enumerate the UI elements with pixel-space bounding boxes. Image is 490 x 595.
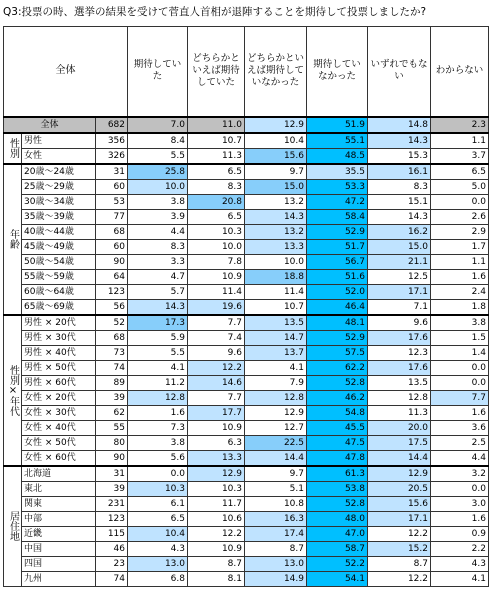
sample-size: 60: [96, 239, 128, 254]
percent-cell: 8.3: [368, 179, 431, 194]
percent-cell: 9.7: [245, 164, 307, 180]
percent-cell: 1.6: [431, 405, 489, 420]
table-row: [4, 194, 489, 209]
sample-size: 55: [96, 420, 128, 435]
percent-cell: 17.6: [368, 360, 431, 375]
percent-cell: 3.8: [128, 435, 188, 450]
percent-cell: 12.7: [245, 420, 307, 435]
sample-size: 53: [96, 194, 128, 209]
percent-cell: 12.8: [368, 390, 431, 405]
percent-cell: 10.9: [188, 541, 245, 556]
percent-cell: 17.7: [188, 405, 245, 420]
sample-size: 231: [96, 496, 128, 511]
percent-cell: 6.5: [431, 164, 489, 180]
sample-size: 23: [96, 556, 128, 571]
percent-cell: 1.6: [431, 269, 489, 284]
percent-cell: 4.7: [128, 269, 188, 284]
percent-cell: 13.2: [245, 224, 307, 239]
sample-size: 80: [96, 435, 128, 450]
percent-cell: 13.0: [245, 556, 307, 571]
table-row: [4, 556, 489, 571]
percent-cell: 1.1: [431, 133, 489, 149]
row-label: 30歳～34歳: [22, 194, 96, 209]
percent-cell: 52.9: [307, 330, 368, 345]
percent-cell: 0.0: [431, 481, 489, 496]
percent-cell: 2.3: [431, 117, 489, 133]
percent-cell: 47.5: [307, 435, 368, 450]
percent-cell: 6.5: [128, 511, 188, 526]
table-row: [4, 541, 489, 556]
percent-cell: 11.2: [128, 375, 188, 390]
percent-cell: 4.1: [245, 360, 307, 375]
table-row: [4, 360, 489, 375]
percent-cell: 11.0: [188, 117, 245, 133]
row-label: 65歳～69歳: [22, 299, 96, 315]
percent-cell: 10.9: [188, 420, 245, 435]
percent-cell: 13.5: [368, 375, 431, 390]
row-label: 45歳～49歳: [22, 239, 96, 254]
percent-cell: 1.8: [431, 299, 489, 315]
table-row: [4, 239, 489, 254]
percent-cell: 46.4: [307, 299, 368, 315]
group-label: 居住地: [4, 466, 22, 587]
percent-cell: 8.3: [128, 239, 188, 254]
percent-cell: 5.6: [128, 450, 188, 466]
sample-size: 90: [96, 254, 128, 269]
percent-cell: 3.3: [128, 254, 188, 269]
percent-cell: 12.5: [368, 269, 431, 284]
sample-size: 64: [96, 269, 128, 284]
percent-cell: 4.4: [431, 450, 489, 466]
row-label: 男性 × 60代: [22, 375, 96, 390]
percent-cell: 1.7: [431, 239, 489, 254]
percent-cell: 48.1: [307, 315, 368, 331]
percent-cell: 7.7: [188, 390, 245, 405]
percent-cell: 51.6: [307, 269, 368, 284]
percent-cell: 54.1: [307, 571, 368, 586]
percent-cell: 10.7: [188, 133, 245, 149]
row-label: 40歳～44歳: [22, 224, 96, 239]
percent-cell: 53.3: [307, 179, 368, 194]
percent-cell: 16.2: [368, 224, 431, 239]
percent-cell: 15.0: [245, 179, 307, 194]
percent-cell: 12.3: [368, 345, 431, 360]
percent-cell: 2.9: [431, 224, 489, 239]
table-row: [4, 450, 489, 466]
percent-cell: 15.2: [368, 541, 431, 556]
table-row: [4, 224, 489, 239]
percent-cell: 11.4: [245, 284, 307, 299]
column-header: どちらかといえば期待していた: [188, 27, 245, 117]
percent-cell: 62.2: [307, 360, 368, 375]
sample-size: 31: [96, 466, 128, 482]
row-label: 男性 × 50代: [22, 360, 96, 375]
table-row: [4, 390, 489, 405]
percent-cell: 9.6: [368, 315, 431, 331]
percent-cell: 14.3: [245, 209, 307, 224]
header-row: [4, 27, 489, 117]
percent-cell: 14.3: [128, 299, 188, 315]
column-header: どちらかといえば期待していなかった: [245, 27, 307, 117]
percent-cell: 3.6: [431, 420, 489, 435]
percent-cell: 15.6: [245, 148, 307, 164]
row-label: 北海道: [22, 466, 96, 482]
percent-cell: 16.1: [368, 164, 431, 180]
percent-cell: 22.5: [245, 435, 307, 450]
table-row: [4, 571, 489, 586]
table-row: [4, 254, 489, 269]
percent-cell: 10.9: [188, 269, 245, 284]
percent-cell: 14.4: [245, 450, 307, 466]
row-label: 全体: [4, 117, 96, 133]
row-label: 中部: [22, 511, 96, 526]
table-row: [4, 466, 489, 482]
percent-cell: 11.3: [368, 405, 431, 420]
percent-cell: 47.8: [307, 450, 368, 466]
percent-cell: 7.9: [245, 375, 307, 390]
sample-size: 60: [96, 179, 128, 194]
percent-cell: 1.4: [431, 345, 489, 360]
table-row: [4, 148, 489, 164]
table-row: [4, 330, 489, 345]
row-label: 女性 × 50代: [22, 435, 96, 450]
percent-cell: 0.0: [431, 360, 489, 375]
table-row: [4, 179, 489, 194]
percent-cell: 12.9: [245, 117, 307, 133]
percent-cell: 5.5: [128, 148, 188, 164]
column-header: 期待していなかった: [307, 27, 368, 117]
percent-cell: 10.0: [245, 254, 307, 269]
percent-cell: 12.2: [188, 360, 245, 375]
percent-cell: 5.1: [245, 481, 307, 496]
percent-cell: 1.6: [128, 405, 188, 420]
percent-cell: 53.8: [307, 481, 368, 496]
table-row: [4, 133, 489, 149]
percent-cell: 48.0: [307, 511, 368, 526]
percent-cell: 12.9: [245, 405, 307, 420]
percent-cell: 10.0: [188, 239, 245, 254]
percent-cell: 14.8: [368, 117, 431, 133]
percent-cell: 12.2: [368, 571, 431, 586]
percent-cell: 13.7: [245, 345, 307, 360]
percent-cell: 10.0: [128, 179, 188, 194]
percent-cell: 1.1: [431, 254, 489, 269]
percent-cell: 14.9: [245, 571, 307, 586]
table-row: [4, 299, 489, 315]
percent-cell: 15.6: [368, 496, 431, 511]
crosstab-table: [3, 26, 489, 587]
row-label: 近畿: [22, 526, 96, 541]
table-row: [4, 496, 489, 511]
sample-size: 68: [96, 224, 128, 239]
percent-cell: 17.1: [368, 511, 431, 526]
percent-cell: 57.5: [307, 345, 368, 360]
sample-size: 123: [96, 284, 128, 299]
percent-cell: 17.6: [368, 330, 431, 345]
table-row: [4, 420, 489, 435]
percent-cell: 18.8: [245, 269, 307, 284]
sample-size: 123: [96, 511, 128, 526]
percent-cell: 47.0: [307, 526, 368, 541]
percent-cell: 6.5: [188, 209, 245, 224]
percent-cell: 3.7: [431, 148, 489, 164]
percent-cell: 7.4: [188, 330, 245, 345]
question-text: Q3:投票の時、選挙の結果を受けて菅直人首相が退陣することを期待して投票しましたか?: [3, 6, 427, 18]
percent-cell: 11.3: [188, 148, 245, 164]
percent-cell: 5.7: [128, 284, 188, 299]
column-header: いずれでもない: [368, 27, 431, 117]
percent-cell: 14.3: [368, 209, 431, 224]
row-label: 20歳～24歳: [22, 164, 96, 180]
percent-cell: 61.3: [307, 466, 368, 482]
table-row: [4, 526, 489, 541]
table-row: [4, 284, 489, 299]
percent-cell: 6.3: [188, 435, 245, 450]
percent-cell: 17.1: [368, 284, 431, 299]
percent-cell: 17.4: [245, 526, 307, 541]
percent-cell: 8.3: [188, 179, 245, 194]
sample-size: 74: [96, 571, 128, 586]
row-label: 男性 × 20代: [22, 315, 96, 331]
row-label: 女性: [22, 148, 96, 164]
percent-cell: 14.7: [245, 330, 307, 345]
sample-size: 115: [96, 526, 128, 541]
percent-cell: 12.9: [368, 466, 431, 482]
row-label: 九州: [22, 571, 96, 586]
percent-cell: 52.2: [307, 556, 368, 571]
percent-cell: 45.5: [307, 420, 368, 435]
percent-cell: 13.3: [188, 450, 245, 466]
row-label: 60歳～64歳: [22, 284, 96, 299]
table-row: [4, 315, 489, 331]
sample-size: 73: [96, 345, 128, 360]
corner-header: 全体: [4, 27, 128, 117]
percent-cell: 10.7: [245, 299, 307, 315]
percent-cell: 4.1: [431, 571, 489, 586]
table-row: [4, 481, 489, 496]
row-label: 55歳～59歳: [22, 269, 96, 284]
percent-cell: 3.9: [128, 209, 188, 224]
percent-cell: 20.8: [188, 194, 245, 209]
sample-size: 39: [96, 481, 128, 496]
percent-cell: 15.0: [368, 239, 431, 254]
percent-cell: 51.7: [307, 239, 368, 254]
row-label: 50歳～54歳: [22, 254, 96, 269]
percent-cell: 12.2: [368, 526, 431, 541]
percent-cell: 8.7: [188, 556, 245, 571]
percent-cell: 11.4: [188, 284, 245, 299]
percent-cell: 10.3: [188, 481, 245, 496]
percent-cell: 3.8: [128, 194, 188, 209]
percent-cell: 0.0: [431, 375, 489, 390]
percent-cell: 5.9: [128, 330, 188, 345]
percent-cell: 25.8: [128, 164, 188, 180]
percent-cell: 14.4: [368, 450, 431, 466]
percent-cell: 3.0: [431, 496, 489, 511]
row-label: 男性: [22, 133, 96, 149]
percent-cell: 8.1: [188, 571, 245, 586]
sample-size: 77: [96, 209, 128, 224]
percent-cell: 14.3: [368, 133, 431, 149]
percent-cell: 12.9: [188, 466, 245, 482]
percent-cell: 10.8: [245, 496, 307, 511]
percent-cell: 52.0: [307, 284, 368, 299]
row-label: 35歳～39歳: [22, 209, 96, 224]
percent-cell: 15.1: [368, 194, 431, 209]
percent-cell: 14.6: [188, 375, 245, 390]
sample-size: 68: [96, 330, 128, 345]
percent-cell: 13.5: [245, 315, 307, 331]
percent-cell: 7.8: [188, 254, 245, 269]
sample-size: 90: [96, 450, 128, 466]
percent-cell: 0.0: [128, 466, 188, 482]
percent-cell: 10.3: [128, 481, 188, 496]
percent-cell: 6.1: [128, 496, 188, 511]
percent-cell: 2.6: [431, 209, 489, 224]
percent-cell: 13.0: [128, 556, 188, 571]
sample-size: 62: [96, 405, 128, 420]
percent-cell: 12.8: [245, 390, 307, 405]
table-row: [4, 117, 489, 133]
sample-size: 89: [96, 375, 128, 390]
percent-cell: 4.4: [128, 224, 188, 239]
percent-cell: 11.7: [188, 496, 245, 511]
row-label: 男性 × 40代: [22, 345, 96, 360]
percent-cell: 16.3: [245, 511, 307, 526]
percent-cell: 35.5: [307, 164, 368, 180]
row-label: 女性 × 20代: [22, 390, 96, 405]
percent-cell: 15.3: [368, 148, 431, 164]
table-row: [4, 405, 489, 420]
percent-cell: 52.9: [307, 224, 368, 239]
group-label: 年齢: [4, 164, 22, 315]
table-row: [4, 164, 489, 180]
table-row: [4, 345, 489, 360]
percent-cell: 7.7: [431, 390, 489, 405]
group-label: 性別×年代: [4, 315, 22, 466]
percent-cell: 1.6: [431, 511, 489, 526]
percent-cell: 46.2: [307, 390, 368, 405]
percent-cell: 51.9: [307, 117, 368, 133]
row-label: 中国: [22, 541, 96, 556]
percent-cell: 56.7: [307, 254, 368, 269]
percent-cell: 8.4: [128, 133, 188, 149]
percent-cell: 7.0: [128, 117, 188, 133]
row-label: 四国: [22, 556, 96, 571]
percent-cell: 58.4: [307, 209, 368, 224]
table-row: [4, 375, 489, 390]
percent-cell: 2.5: [431, 435, 489, 450]
table-row: [4, 269, 489, 284]
percent-cell: 4.3: [128, 541, 188, 556]
row-label: 女性 × 30代: [22, 405, 96, 420]
percent-cell: 8.7: [368, 556, 431, 571]
percent-cell: 9.7: [245, 466, 307, 482]
column-header: わからない: [431, 27, 489, 117]
row-label: 女性 × 40代: [22, 420, 96, 435]
percent-cell: 7.7: [188, 315, 245, 331]
percent-cell: 13.2: [245, 194, 307, 209]
sample-size: 39: [96, 390, 128, 405]
sample-size: 56: [96, 299, 128, 315]
column-header: 期待していた: [128, 27, 188, 117]
row-label: 東北: [22, 481, 96, 496]
percent-cell: 6.5: [188, 164, 245, 180]
percent-cell: 21.1: [368, 254, 431, 269]
percent-cell: 58.7: [307, 541, 368, 556]
percent-cell: 2.4: [431, 284, 489, 299]
sample-size: 46: [96, 541, 128, 556]
percent-cell: 7.3: [128, 420, 188, 435]
table-row: [4, 209, 489, 224]
percent-cell: 4.3: [431, 556, 489, 571]
sample-size: 74: [96, 360, 128, 375]
percent-cell: 6.8: [128, 571, 188, 586]
percent-cell: 10.4: [128, 526, 188, 541]
percent-cell: 8.7: [245, 541, 307, 556]
sample-size: 356: [96, 133, 128, 149]
percent-cell: 19.6: [188, 299, 245, 315]
row-label: 男性 × 30代: [22, 330, 96, 345]
percent-cell: 10.6: [188, 511, 245, 526]
percent-cell: 55.1: [307, 133, 368, 149]
percent-cell: 5.0: [431, 179, 489, 194]
table-row: [4, 511, 489, 526]
row-label: 女性 × 60代: [22, 450, 96, 466]
percent-cell: 47.2: [307, 194, 368, 209]
percent-cell: 4.1: [128, 360, 188, 375]
percent-cell: 17.3: [128, 315, 188, 331]
sample-size: 682: [96, 117, 128, 133]
percent-cell: 17.5: [368, 435, 431, 450]
percent-cell: 20.5: [368, 481, 431, 496]
percent-cell: 48.5: [307, 148, 368, 164]
percent-cell: 12.2: [188, 526, 245, 541]
percent-cell: 0.0: [431, 194, 489, 209]
percent-cell: 20.0: [368, 420, 431, 435]
percent-cell: 0.9: [431, 526, 489, 541]
row-label: 関東: [22, 496, 96, 511]
percent-cell: 10.4: [245, 133, 307, 149]
percent-cell: 2.2: [431, 541, 489, 556]
percent-cell: 3.8: [431, 315, 489, 331]
sample-size: 326: [96, 148, 128, 164]
sample-size: 52: [96, 315, 128, 331]
table-row: [4, 435, 489, 450]
percent-cell: 1.5: [431, 330, 489, 345]
percent-cell: 13.3: [245, 239, 307, 254]
percent-cell: 7.1: [368, 299, 431, 315]
group-label: 性別: [4, 133, 22, 164]
percent-cell: 54.8: [307, 405, 368, 420]
percent-cell: 52.8: [307, 496, 368, 511]
percent-cell: 52.8: [307, 375, 368, 390]
percent-cell: 5.5: [128, 345, 188, 360]
percent-cell: 12.8: [128, 390, 188, 405]
sample-size: 31: [96, 164, 128, 180]
percent-cell: 10.3: [188, 224, 245, 239]
row-label: 25歳～29歳: [22, 179, 96, 194]
percent-cell: 3.2: [431, 466, 489, 482]
percent-cell: 9.6: [188, 345, 245, 360]
